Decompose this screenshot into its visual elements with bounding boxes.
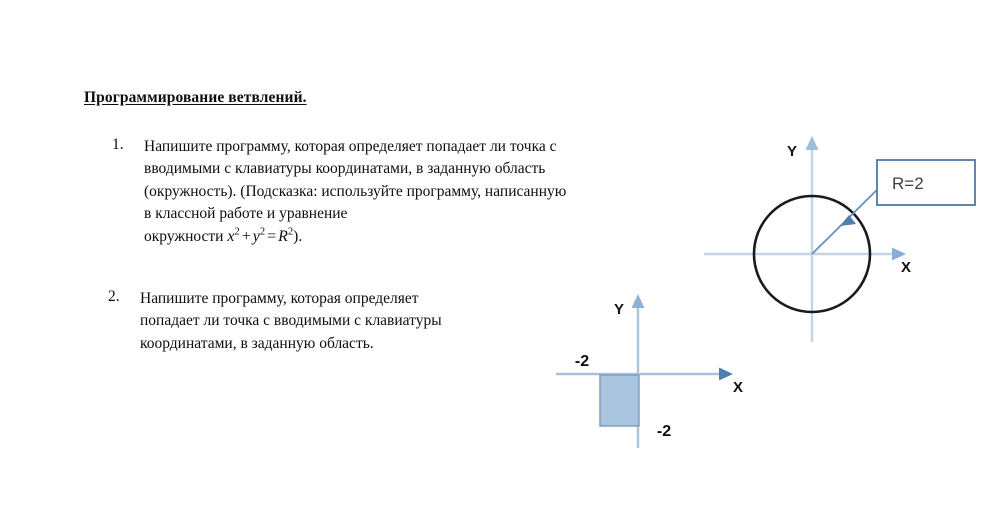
square-x-tick-label: -2 (574, 353, 590, 370)
task1-line-2: вводимыми с клавиатуры координатами, в заданную область (144, 160, 546, 178)
task2-line-3: координатами, в заданную область. (140, 334, 374, 352)
task1-line-1: Напишите программу, которая определяет попадает ли точка с (144, 138, 557, 155)
circle-y-axis-arrowhead (806, 136, 819, 150)
task1-line-4: в классной работе и уравнение (144, 205, 348, 223)
formula-var-y: $y^2$ (252, 226, 266, 245)
list-item-text (140, 288, 470, 355)
list-item-number: 2. (108, 288, 120, 305)
task1-formula (144, 226, 764, 248)
radius-arrow-head (840, 215, 856, 226)
circle-x-axis-label: X (900, 259, 912, 276)
task2-line-1: Напишите программу, которая определяет (140, 290, 419, 307)
square-y-tick-label: -2 (656, 423, 672, 440)
formula-var-r: $R^2$ (278, 226, 294, 245)
task1-line-3: (окружность). (Подсказка: используйте программу, написанную (144, 182, 567, 200)
formula-var-x: $x^2$ (227, 226, 240, 245)
square-region-shape (600, 375, 639, 426)
square-x-axis-label: X (732, 379, 744, 396)
square-x-axis-arrowhead (719, 368, 733, 381)
page-title: Программирование ветвлений. (84, 89, 307, 106)
list-item-number: 1. (112, 136, 124, 153)
square-y-axis-arrowhead (632, 294, 645, 308)
task2-line-2: попадает ли точка с вводимыми с клавиатуры (140, 312, 442, 330)
square-region-diagram (552, 288, 782, 453)
formula-suffix: ). (293, 227, 303, 245)
formula-equals: = (267, 227, 277, 245)
list-item-text (144, 136, 764, 248)
formula-prefix: окружности (144, 227, 228, 245)
circle-y-axis-label: Y (786, 143, 798, 160)
square-y-axis-label: Y (613, 301, 625, 318)
formula-plus: + (241, 227, 251, 245)
radius-callout-label: R=2 (892, 174, 924, 193)
